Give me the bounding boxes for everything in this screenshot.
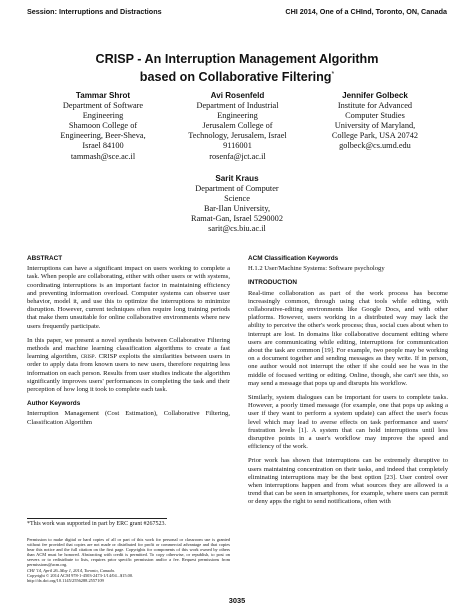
intro-paragraph-1: Real-time collaboration as part of the work process has become increasingly common, through using chat tools while editing, with collaborative-editing environments like Google Docs, and with other platforms. However, users working in a distributed way may lack the ability to perceive the other's work process; thus, social cues about when to interrupt are lost. In domains like collaborative document editing where users are communicating while editing, interruptions for communication about the task are common [19]. For example, two people may be working on a document together and sending messages as they write. If in person, one author would not interrupt the other if she could see he was in the middle of focused writing or editing. Online, though, she can't see this, so may send a message that pops up and disrupts his workflow.	[248, 289, 448, 387]
abstract-p2-start: In this paper, we present a novel synthesis between Collaborative Filtering methods and machine learning classification algorithms to create a fast learning algorithm,	[27, 336, 230, 361]
author-affil-line: Ramat-Gan, Israel 5290002	[191, 214, 283, 224]
intro-paragraph-2: Similarly, system dialogues can be important for users to complete tasks. However, a poorly timed message (for example, one that pops up asking a user if they want to perform a system update) can affect the user's focus level which may lead to averse effects on task performance and users' frustration levels [1]. A system that can hold interruptions until less disruptive points in a user's workflow may improve the speed and efficiency of the work.	[248, 394, 448, 451]
abstract-p2-end: . CRISP exploits the similarities between users in order to apply data from known users to new users, therefore requiring less information on each person. Results from user studies indicate the algorithm significantly improves users' performances in completing the task and their perception of how long it took to complete each task.	[27, 353, 230, 394]
header-session: Session: Interruptions and Distractions	[27, 7, 162, 16]
author-affil-line: Department of Computer	[195, 184, 279, 194]
author-keywords-heading: Author Keywords	[27, 400, 81, 408]
introduction-heading: INTRODUCTION	[248, 279, 297, 287]
author-affil-line: Engineering	[82, 111, 124, 121]
permission-block	[27, 537, 230, 583]
abstract-paragraph-1: Interruptions can have a significant impact on users working to complete a task. When people are collaborating, either with other users or with systems, coordinating interruptions is an important factor in maintaining efficiency and preventing information overload. Computer systems can observe user behavior, model it, and use this to optimize the interruptions to minimize disruption. However, current techniques often require long training periods that make them unsuitable for online collaborative environments where new users frequently participate.	[27, 265, 230, 330]
intro-paragraph-3: Prior work has shown that interruptions can be extremely disruptive to users maintaining concentration on their tasks, and indeed that completely eliminating interruptions may be the best option [23]. User control over when interruptions happen and from what sources they are allowed is a trend that can be seen in smartphones, for example, where users can permit or deny apps the right to send notifications, often with	[248, 457, 448, 506]
title-line-2	[0, 67, 474, 85]
author-name: Avi Rosenfeld	[210, 91, 265, 100]
author-affil-line: Shamoon College of	[68, 121, 138, 131]
footnote: *This work was supported in part by ERC grant #267523.	[27, 521, 166, 527]
acm-classification-heading: ACM Classification Keywords	[248, 255, 339, 262]
left-column	[27, 255, 230, 433]
author-affil-line: Department of Industrial	[196, 101, 279, 111]
author-affil-line: Technology, Jerusalem, Israel	[188, 131, 287, 141]
title-line-1: CRISP - An Interruption Management Algorithm	[95, 52, 379, 66]
title-footnote-mark: *	[331, 71, 335, 78]
author-affil-line: Science	[224, 194, 250, 204]
header-conference: CHI 2014, One of a CHInd, Toronto, ON, Canada	[285, 7, 447, 16]
footnote-divider	[27, 518, 167, 519]
author-keywords-text: Interruption Management (Cost Estimation), Collaborative Filtering, Classification Algorithm	[27, 410, 230, 426]
author-affil-line: Engineering, Beer-Sheva,	[60, 131, 146, 141]
permission-text: Permission to make digital or hard copies of all or part of this work for personal or classroom use is granted without fee provided that copies are not made or distributed for profit or commercial advantage and that copies bear this notice and the full citation on the first page. Copyrights for components of this work owned by others than ACM must be honored. Abstracting with credit is permitted. To copy otherwise, or republish, to post on servers or to redistribute to lists, requires prior specific permission and/or a fee. Request permissions from permissions@acm.org.	[27, 537, 230, 568]
author-affil-line: Israel 84100	[82, 141, 124, 151]
author-name: Tammar Shrot	[75, 91, 131, 100]
conference-line: CHI '14, April 26–May 1, 2014, Toronto, Canada.	[27, 567, 115, 573]
author-affil-line: Department of Software	[62, 101, 144, 111]
author-email: rosenfa@jct.ac.il	[209, 151, 266, 161]
abstract-paragraph-2	[27, 337, 230, 394]
author-affil-line: Jerusalem College of	[202, 121, 273, 131]
author-block-4	[172, 174, 302, 235]
paper-title	[0, 52, 474, 85]
author-block-2	[165, 91, 310, 162]
copyright-line: Copyright © 2014 ACM 978-1-4503-2473-1/14/04...$15.00.	[27, 572, 134, 578]
running-header	[27, 7, 447, 16]
author-affil-line: 9116001	[223, 141, 252, 151]
author-affil-line: Computer Studies	[345, 111, 405, 121]
abstract-heading: ABSTRACT	[27, 255, 63, 262]
right-column	[248, 255, 448, 513]
author-name: Jennifer Golbeck	[342, 91, 408, 100]
author-block-3	[310, 91, 440, 152]
author-affil-line: Institute for Advanced	[337, 101, 413, 111]
page-number: 3035	[228, 596, 246, 605]
author-affil-line: College Park, USA 20742	[331, 131, 419, 141]
author-email: golbeck@cs.umd.edu	[339, 141, 411, 151]
author-block-1	[38, 91, 168, 162]
title-line-2-text: based on Collaborative Filtering	[139, 70, 332, 85]
author-email: tammash@sce.ac.il	[70, 151, 136, 161]
author-affil-line: Engineering	[217, 111, 258, 121]
acm-classification-text: H.1.2 User/Machine Systems: Software psychology	[248, 265, 385, 273]
author-email: sarit@cs.biu.ac.il	[208, 224, 266, 234]
author-affil-line: University of Maryland,	[334, 121, 416, 131]
doi-line: http://dx.doi.org/10.1145/2556288.2557109	[27, 577, 104, 583]
algorithm-name: crisp	[80, 353, 95, 361]
author-name: Sarit Kraus	[215, 174, 259, 183]
author-affil-line: Bar-Ilan University,	[203, 204, 271, 214]
